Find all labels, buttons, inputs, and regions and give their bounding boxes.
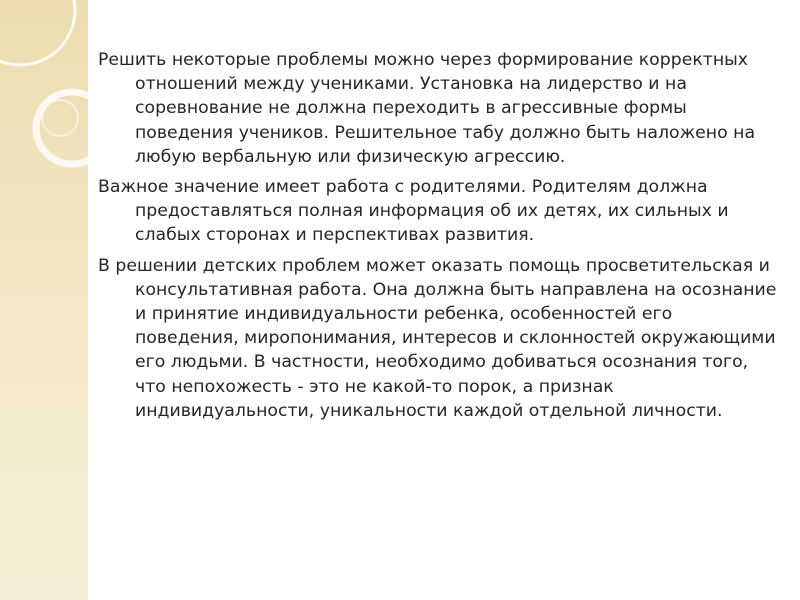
paragraph-relations: Решить некоторые проблемы можно через формирование корректных отношений между учениками. Установка на лидерство и на соревнование не должна переходить в агрессивные формы поведения учеников. Решительное табу должно быть наложено на любую вербальную или физическую агрессию. <box>98 50 756 167</box>
decorative-rings-icon <box>0 0 95 170</box>
paragraph-parents: Важное значение имеет работа с родителями. Родителям должна предоставляться полная информация об их детях, их сильных и слабых сторонах и перспективах развития. <box>98 177 729 246</box>
paragraph-education: В решении детских проблем может оказать помощь просветительская и консультативная работа. Она должна быть направлена на осознание и принятие индивидуальности ребенка, особенностей его поведения, миропонимания, интересов и склонностей окружающими его людьми. В частности, необходимо добиваться осознания того, что непохожесть - это не какой-то порок, а признак индивидуальности, уникальности каждой отдельной личности. <box>98 255 777 421</box>
slide-body-text <box>98 48 778 429</box>
